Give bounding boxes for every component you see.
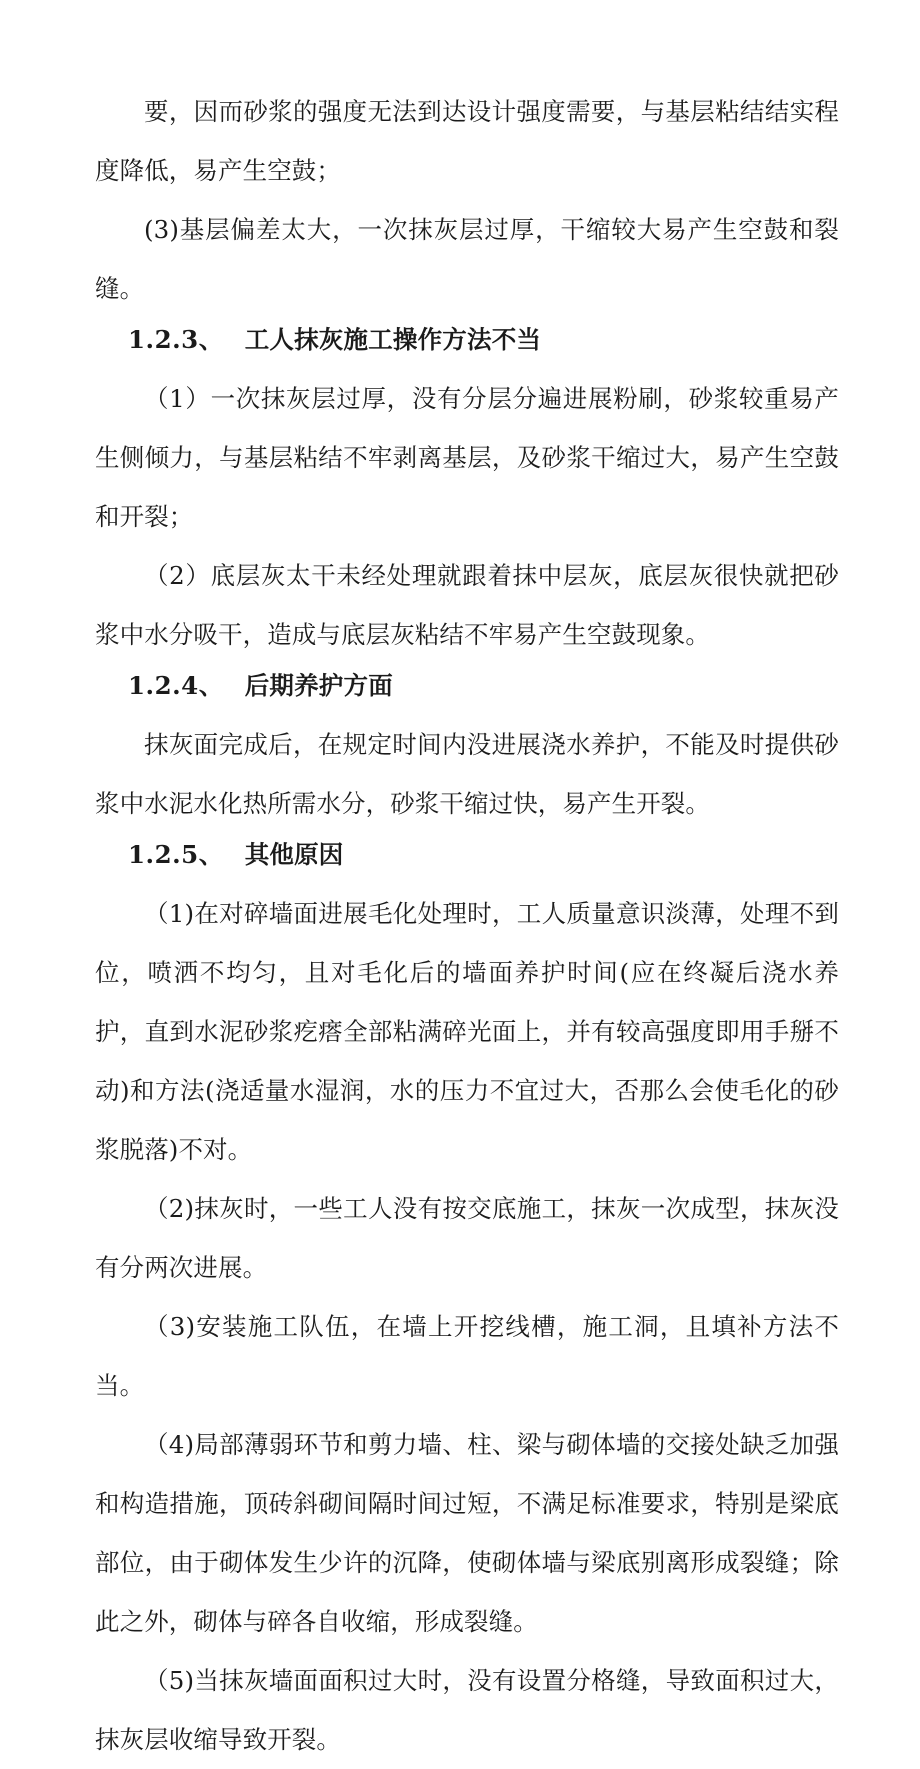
heading-1-2-4-number: 1.2.4、 [128,671,224,700]
heading-1-2-4 [95,660,839,712]
heading-1-2-5-title: 其他原因 [244,840,344,869]
heading-1-2-5 [95,829,839,881]
paragraph-1-2-4-body: 抹灰面完成后，在规定时间内没进展浇水养护，不能及时提供砂浆中水泥水化热所需水分，砂浆干缩过快，易产生开裂。 [95,730,839,818]
paragraph-1-2-3-item-2: （2）底层灰太干未经处理就跟着抹中层灰，底层灰很快就把砂浆中水分吸干，造成与底层灰粘结不牢易产生空鼓现象。 [95,561,839,649]
paragraph-1-2-5-item-4: （4)局部薄弱环节和剪力墙、柱、梁与砌体墙的交接处缺乏加强和构造措施，顶砖斜砌间隔时间过短，不满足标准要求，特别是梁底部位，由于砌体发生少许的沉降，使砌体墙与梁底别离形成裂缝；除此之外，砌体与碎各自收缩，形成裂缝。 [95,1430,839,1636]
paragraph-1-2-5-item-2: （2)抹灰时，一些工人没有按交底施工，抹灰一次成型，抹灰没有分两次进展。 [95,1194,839,1282]
heading-1-2-5-number: 1.2.5、 [128,840,224,869]
paragraph-1-2-5-item-5: （5)当抹灰墙面面积过大时，没有设置分格缝，导致面积过大，抹灰层收缩导致开裂。 [95,1666,839,1754]
heading-1-2-3-number: 1.2.3、 [128,325,224,354]
heading-1-2-3-title: 工人抹灰施工操作方法不当 [244,325,542,354]
paragraph-continued-intro: 要，因而砂浆的强度无法到达设计强度需要，与基层粘结结实程度降低，易产生空鼓； [95,97,839,185]
paragraph-item-3-base-deviation: (3)基层偏差太大，一次抹灰层过厚，干缩较大易产生空鼓和裂缝。 [95,215,839,303]
document-text-column [95,82,839,1769]
heading-1-2-3 [95,314,839,366]
paragraph-1-2-5-item-3: （3)安装施工队伍，在墙上开挖线槽，施工洞，且填补方法不当。 [95,1312,839,1400]
heading-1-2-4-title: 后期养护方面 [244,671,393,700]
paragraph-1-2-3-item-1: （1）一次抹灰层过厚，没有分层分遍进展粉刷，砂浆较重易产生侧倾力，与基层粘结不牢剥离基层，及砂浆干缩过大，易产生空鼓和开裂； [95,384,839,531]
paragraph-1-2-5-item-1: （1)在对碎墙面进展毛化处理时，工人质量意识淡薄，处理不到位，喷洒不均匀，且对毛化后的墙面养护时间(应在终凝后浇水养护，直到水泥砂浆疙瘩全部粘满碎光面上，并有较高强度即用手掰不动)和方法(浇适量水湿润，水的压力不宜过大，否那么会使毛化的砂浆脱落)不对。 [95,899,839,1164]
